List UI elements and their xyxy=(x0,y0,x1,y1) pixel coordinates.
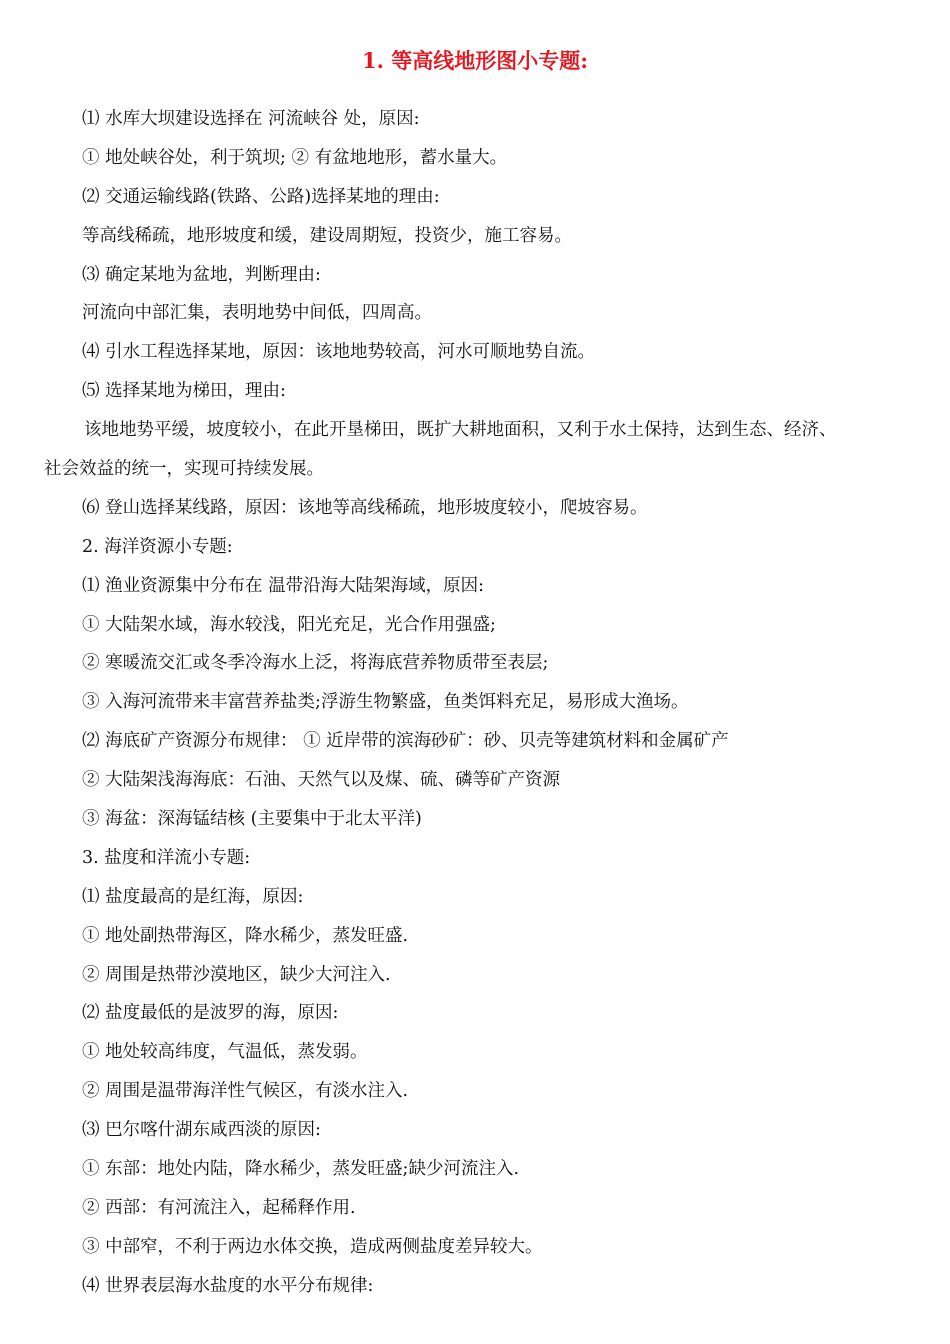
text-line: ⑴ 水库大坝建设选择在 河流峡谷 处，原因: xyxy=(82,109,420,129)
text-line: ② 周围是温带海洋性气候区，有淡水注入. xyxy=(82,1081,409,1102)
text-line: ③ 入海河流带来丰富营养盐类;浮游生物繁盛，鱼类饵料充足，易形成大渔场。 xyxy=(82,692,689,713)
text-line: ⑵ 海底矿产资源分布规律： ① 近岸带的滨海砂矿：砂、贝壳等建筑材料和金属矿产 xyxy=(82,731,729,752)
text-line: ① 地处副热带海区，降水稀少，蒸发旺盛. xyxy=(82,925,409,946)
text-line: ③ 海盆：深海锰结核 (主要集中于北太平洋) xyxy=(82,809,422,830)
section-title: 1. 等高线地形图小专题: xyxy=(362,48,588,73)
text-line: 社会效益的统一，实现可持续发展。 xyxy=(44,459,324,480)
text-line: ② 西部：有河流注入，起稀释作用. xyxy=(82,1197,356,1218)
text-line: ⑷ 引水工程选择某地，原因：该地地势较高，河水可顺地势自流。 xyxy=(82,342,596,363)
text-line: ② 周围是热带沙漠地区，缺少大河注入. xyxy=(82,964,391,985)
text-line: ⑷ 世界表层海水盐度的水平分布规律: xyxy=(82,1275,374,1296)
text-line: 等高线稀疏，地形坡度和缓，建设周期短，投资少，施工容易。 xyxy=(82,225,572,246)
text-line: ② 寒暖流交汇或冬季冷海水上泛，将海底营养物质带至表层; xyxy=(82,653,549,674)
text-line: ① 东部：地处内陆，降水稀少，蒸发旺盛;缺少河流注入. xyxy=(82,1159,520,1180)
text-line: 该地地势平缓，坡度较小，在此开垦梯田，既扩大耕地面积，又利于水土保持，达到生态、经济、 xyxy=(84,420,837,441)
text-line: ② 大陆架浅海海底：石油、天然气以及煤、硫、磷等矿产资源 xyxy=(82,770,561,791)
text-line: ⑶ 巴尔喀什湖东咸西淡的原因: xyxy=(82,1120,321,1141)
section-heading: 3. 盐度和洋流小专题: xyxy=(82,847,251,868)
text-line: ① 地处较高纬度，气温低，蒸发弱。 xyxy=(82,1042,368,1063)
text-line: ⑶ 确定某地为盆地，判断理由: xyxy=(82,264,321,285)
text-line: ③ 中部窄，不利于两边水体交换，造成两侧盐度差异较大。 xyxy=(82,1236,543,1257)
text-line: ⑴ 渔业资源集中分布在 温带沿海大陆架海域，原因: xyxy=(82,575,485,596)
text-line: ⑴ 盐度最高的是红海，原因: xyxy=(82,886,304,907)
text-line: ⑹ 登山选择某线路，原因：该地等高线稀疏，地形坡度较小，爬坡容易。 xyxy=(82,497,648,518)
text-line: ⑵ 交通运输线路(铁路、公路)选择某地的理由: xyxy=(82,186,440,207)
text-line: ① 地处峡谷处，利于筑坝; ② 有盆地地形，蓄水量大。 xyxy=(82,147,508,168)
section-heading: 2. 海洋资源小专题: xyxy=(82,536,233,557)
text-line: ⑸ 选择某地为梯田，理由: xyxy=(82,381,286,402)
text-line: ① 大陆架水域，海水较浅，阳光充足，光合作用强盛; xyxy=(82,614,496,635)
text-line: 河流向中部汇集，表明地势中间低，四周高。 xyxy=(82,303,432,324)
text-line: ⑵ 盐度最低的是波罗的海，原因: xyxy=(82,1003,339,1024)
document-body xyxy=(0,100,950,1306)
